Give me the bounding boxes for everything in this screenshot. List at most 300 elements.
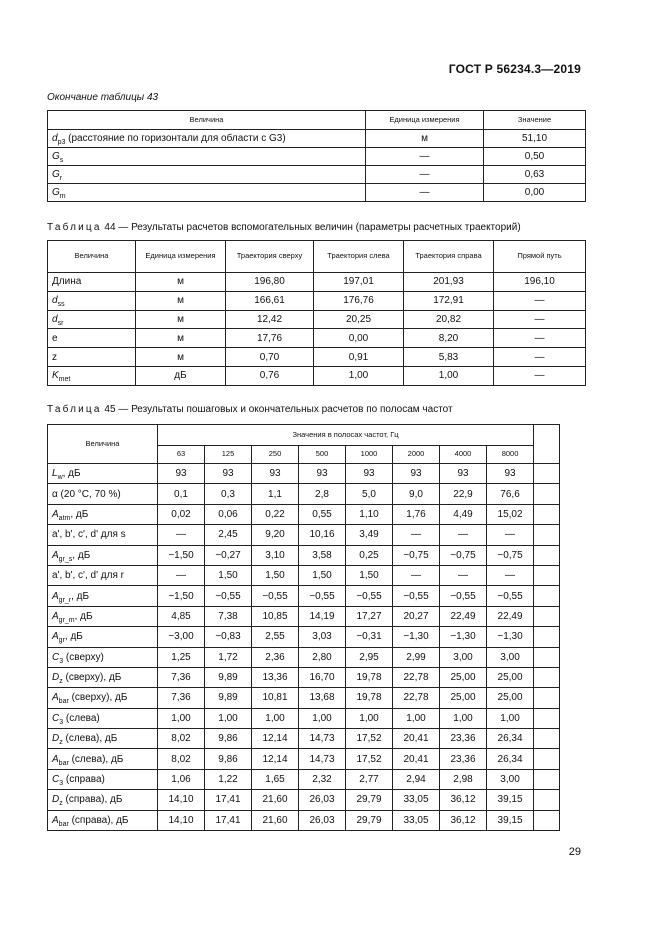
quantity-symbol: α (20 °С, 70 %) [52,488,121,500]
quantity-subscript: atm [58,514,71,522]
table-row [48,130,586,148]
value-cell: 26,34 [487,749,534,769]
quantity-subscript: bar [58,759,69,767]
value-cell: 23,36 [440,729,487,749]
value-cell: 1,65 [252,769,299,789]
value-cell: 9,0 [393,484,440,504]
table-row [48,586,560,606]
quantity-symbol: L [52,468,58,480]
value-cell: 2,32 [299,769,346,789]
quantity-symbol: C [52,651,60,663]
quantity-subscript: 3 [59,718,64,726]
caption-text: 45 — Результаты пошаговых и окончательных расчетов по полосам частот [104,404,453,415]
value-cell: 12,14 [252,729,299,749]
value-cell: 1,1 [252,484,299,504]
quantity-cell [48,273,136,292]
quantity-subscript: r [59,175,63,182]
table-row [48,291,586,310]
value-cell: — [494,310,586,329]
table-row [48,310,586,329]
value-cell: −0,55 [205,586,252,606]
value-cell: 0,91 [314,348,404,367]
quantity-subscript: 3 [59,780,64,788]
value-cell: 1,00 [346,708,393,728]
value-cell: 5,0 [346,484,393,504]
value-cell: −3,00 [158,627,205,647]
quantity-cell [48,810,158,830]
quantity-cell [48,464,158,484]
quantity-symbol: D [52,794,60,806]
empty-cell [534,586,560,606]
unit-cell: дБ [136,366,226,385]
empty-cell [534,545,560,565]
value-cell: 39,15 [487,810,534,830]
quantity-symbol: A [52,692,59,704]
empty-cell [534,810,560,830]
table-row [48,166,586,184]
column-header-quantity: Величина [48,425,158,464]
table-45 [47,424,560,831]
quantity-cell [48,708,158,728]
quantity-cell [48,729,158,749]
value-cell: 9,89 [205,688,252,708]
value-cell: 17,76 [226,329,314,348]
value-cell: 3,58 [299,545,346,565]
value-cell: 7,38 [205,606,252,626]
quantity-symbol: e [52,332,58,344]
value-cell: 22,9 [440,484,487,504]
value-cell: 3,00 [487,769,534,789]
empty-cell [534,464,560,484]
value-cell: 12,42 [226,310,314,329]
value-cell: 0,55 [299,504,346,524]
table-row [48,484,560,504]
quantity-description: , дБ [72,549,91,561]
quantity-cell [48,586,158,606]
quantity-cell [48,348,136,367]
value-cell: 2,98 [440,769,487,789]
value-cell: 3,00 [440,647,487,667]
value-cell: 93 [346,464,393,484]
quantity-cell [48,184,366,202]
value-cell: 1,06 [158,769,205,789]
frequency-header: 2000 [393,446,440,464]
quantity-description: (сверху) [63,651,104,663]
value-cell: −1,50 [158,586,205,606]
quantity-subscript: ss [57,301,65,309]
value-cell: 8,20 [404,329,494,348]
value-cell: 2,45 [205,525,252,545]
value-cell: 0,70 [226,348,314,367]
value-cell: 8,02 [158,749,205,769]
frequency-header: 1000 [346,446,393,464]
value-cell: 23,36 [440,749,487,769]
value-cell: 1,50 [346,565,393,585]
table-44 [47,240,586,386]
value-cell: 14,10 [158,790,205,810]
table-row [48,708,560,728]
empty-cell [534,565,560,585]
table-row [48,366,586,385]
quantity-symbol: A [52,814,59,826]
quantity-subscript: gr_r [58,596,72,604]
quantity-cell [48,545,158,565]
value-cell: 19,78 [346,667,393,687]
quantity-symbol: C [52,712,60,724]
value-cell: 1,50 [252,565,299,585]
value-cell: 1,00 [158,708,205,728]
value-cell: — [494,329,586,348]
value-cell: 10,85 [252,606,299,626]
value-cell: 172,91 [404,291,494,310]
quantity-symbol: G [52,187,60,198]
quantity-symbol: Длина [52,276,82,288]
quantity-cell [48,366,136,385]
table-row [48,525,560,545]
value-cell: — [494,348,586,367]
unit-cell: — [366,148,484,166]
value-cell: — [393,565,440,585]
empty-cell [534,627,560,647]
frequency-header: 63 [158,446,205,464]
caption-label: Таблица [47,222,102,233]
value-cell: — [158,565,205,585]
value-cell: 8,02 [158,729,205,749]
value-cell: −0,31 [346,627,393,647]
quantity-symbol: a', b', c', d' для r [52,570,124,582]
value-cell: 20,82 [404,310,494,329]
unit-cell: м [136,273,226,292]
value-cell: 12,14 [252,749,299,769]
quantity-subscript: bar [58,820,69,828]
value-cell: 0,06 [205,504,252,524]
empty-cell [534,790,560,810]
quantity-description: (слева), дБ [68,753,124,765]
value-cell: 20,41 [393,729,440,749]
value-cell: 1,00 [299,708,346,728]
value-cell: 1,00 [205,708,252,728]
column-header: Прямой путь [494,241,586,273]
quantity-cell [48,291,136,310]
table-row [48,790,560,810]
quantity-symbol: A [52,631,59,643]
caption-text: 44 — Результаты расчетов вспомогательных величин (параметры расчетных траекторий) [104,222,521,233]
quantity-description: (справа) [63,774,105,786]
quantity-symbol: G [52,151,60,162]
caption-label: Таблица [47,404,102,415]
value-cell: 51,10 [484,130,586,148]
value-cell: 2,95 [346,647,393,667]
frequency-header: 4000 [440,446,487,464]
value-cell: −1,30 [393,627,440,647]
value-cell: 93 [299,464,346,484]
frequency-header: 500 [299,446,346,464]
value-cell: 1,00 [487,708,534,728]
quantity-subscript: p3 [57,139,66,146]
quantity-cell [48,329,136,348]
table-row [48,148,586,166]
document-header: ГОСТ Р 56234.3—2019 [448,62,581,76]
empty-cell [534,504,560,524]
value-cell: −1,30 [487,627,534,647]
column-header: Значение [484,111,586,130]
value-cell: — [494,291,586,310]
value-cell: 0,02 [158,504,205,524]
quantity-cell [48,565,158,585]
value-cell: — [440,565,487,585]
quantity-symbol: A [52,549,59,561]
table-row [48,647,560,667]
value-cell: 21,60 [252,790,299,810]
quantity-subscript: gr [58,637,65,645]
value-cell: 1,72 [205,647,252,667]
quantity-cell [48,790,158,810]
value-cell: 3,03 [299,627,346,647]
value-cell: 0,63 [484,166,586,184]
value-cell: — [158,525,205,545]
value-cell: 25,00 [440,667,487,687]
quantity-subscript: met [58,376,71,384]
empty-column-header [534,425,560,464]
empty-cell [534,708,560,728]
frequency-header: 8000 [487,446,534,464]
quantity-subscript: s [59,157,64,164]
value-cell: 33,05 [393,790,440,810]
table-row [48,667,560,687]
value-cell: — [487,565,534,585]
quantity-description: , дБ [71,590,90,602]
value-cell: 0,50 [484,148,586,166]
value-cell: 1,10 [346,504,393,524]
value-cell: 93 [158,464,205,484]
value-cell: 15,02 [487,504,534,524]
value-cell: 0,76 [226,366,314,385]
value-cell: −0,55 [487,586,534,606]
value-cell: −1,30 [440,627,487,647]
quantity-cell [48,148,366,166]
value-cell: 0,3 [205,484,252,504]
value-cell: 93 [440,464,487,484]
table-row [48,184,586,202]
empty-cell [534,647,560,667]
quantity-cell [48,130,366,148]
value-cell: 22,78 [393,688,440,708]
value-cell: −0,55 [393,586,440,606]
value-cell: 10,16 [299,525,346,545]
value-cell: −0,55 [346,586,393,606]
quantity-cell [48,166,366,184]
table-row [48,565,560,585]
value-cell: — [393,525,440,545]
value-cell: 2,36 [252,647,299,667]
unit-cell: м [136,291,226,310]
value-cell: 0,25 [346,545,393,565]
value-cell: 14,73 [299,749,346,769]
value-cell: 0,1 [158,484,205,504]
value-cell: 25,00 [440,688,487,708]
value-cell: 14,73 [299,729,346,749]
quantity-cell [48,769,158,789]
value-cell: 1,25 [158,647,205,667]
table-row [48,627,560,647]
quantity-description: , дБ [64,631,83,643]
empty-cell [534,769,560,789]
table45-caption [47,404,453,415]
value-cell: 1,00 [314,366,404,385]
value-cell: −0,75 [487,545,534,565]
quantity-symbol: C [52,774,60,786]
value-cell: 21,60 [252,810,299,830]
quantity-cell [48,749,158,769]
quantity-symbol: A [52,753,59,765]
column-header: Величина [48,241,136,273]
value-cell: 93 [393,464,440,484]
quantity-cell [48,606,158,626]
value-cell: — [494,366,586,385]
value-cell: 9,86 [205,749,252,769]
quantity-subscript: gr_s [58,555,73,563]
quantity-symbol: A [52,610,59,622]
empty-cell [534,525,560,545]
quantity-symbol: z [52,351,57,363]
unit-cell: м [136,329,226,348]
frequency-header: 250 [252,446,299,464]
column-header-frequency-group: Значения в полосах частот, Гц [158,425,534,446]
quantity-cell [48,504,158,524]
value-cell: 5,83 [404,348,494,367]
quantity-subscript: 3 [59,657,64,665]
value-cell: 7,36 [158,667,205,687]
value-cell: 29,79 [346,810,393,830]
quantity-cell [48,484,158,504]
quantity-subscript: bar [58,698,69,706]
value-cell: 2,99 [393,647,440,667]
quantity-subscript: w [57,474,63,482]
column-header: Траектория сверху [226,241,314,273]
value-cell: 3,10 [252,545,299,565]
value-cell: 201,93 [404,273,494,292]
frequency-header: 125 [205,446,252,464]
value-cell: 9,86 [205,729,252,749]
value-cell: 2,77 [346,769,393,789]
value-cell: 93 [487,464,534,484]
value-cell: 17,52 [346,729,393,749]
unit-cell: — [366,184,484,202]
quantity-description: (слева), дБ [62,733,118,745]
quantity-symbol: G [52,169,60,180]
quantity-description: , дБ [70,508,89,520]
quantity-subscript: z [59,678,63,686]
quantity-cell [48,310,136,329]
value-cell: 1,00 [393,708,440,728]
value-cell: 1,22 [205,769,252,789]
quantity-symbol: D [52,733,60,745]
table-row [48,769,560,789]
empty-cell [534,667,560,687]
value-cell: 76,6 [487,484,534,504]
value-cell: 2,8 [299,484,346,504]
quantity-symbol: d [52,133,58,144]
value-cell: 196,80 [226,273,314,292]
table-row [48,504,560,524]
value-cell: 0,22 [252,504,299,524]
quantity-symbol: A [52,508,59,520]
quantity-description: (справа), дБ [68,814,129,826]
table-row [48,464,560,484]
value-cell: −0,75 [440,545,487,565]
value-cell: 3,49 [346,525,393,545]
empty-cell [534,606,560,626]
value-cell: 36,12 [440,810,487,830]
value-cell: 1,00 [404,366,494,385]
empty-cell [534,688,560,708]
quantity-symbol: A [52,590,59,602]
quantity-symbol: d [52,295,58,307]
quantity-subscript: m [59,193,66,200]
column-header: Величина [48,111,366,130]
value-cell: 22,49 [487,606,534,626]
quantity-description: , дБ [74,610,93,622]
table-row [48,688,560,708]
value-cell: 13,68 [299,688,346,708]
value-cell: 14,19 [299,606,346,626]
table-row [48,749,560,769]
quantity-description: (расстояние по горизонтали для области с G3) [65,133,286,144]
column-header: Единица измерения [366,111,484,130]
table-row [48,348,586,367]
unit-cell: м [136,348,226,367]
unit-cell: м [366,130,484,148]
quantity-symbol: d [52,313,58,325]
value-cell: 166,61 [226,291,314,310]
quantity-cell [48,667,158,687]
table-row [48,545,560,565]
value-cell: 29,79 [346,790,393,810]
value-cell: 2,80 [299,647,346,667]
table44-caption [47,222,521,233]
value-cell: 39,15 [487,790,534,810]
value-cell: −0,83 [205,627,252,647]
value-cell: 25,00 [487,667,534,687]
value-cell: 1,00 [440,708,487,728]
quantity-description: (сверху), дБ [62,672,122,684]
table-row [48,810,560,830]
value-cell: 2,55 [252,627,299,647]
value-cell: 2,94 [393,769,440,789]
quantity-subscript: z [59,800,63,808]
value-cell: 0,00 [314,329,404,348]
column-header: Траектория справа [404,241,494,273]
quantity-subscript: sr [57,319,64,327]
unit-cell: м [136,310,226,329]
value-cell: 1,00 [252,708,299,728]
empty-cell [534,749,560,769]
value-cell: −1,50 [158,545,205,565]
value-cell: 20,25 [314,310,404,329]
unit-cell: — [366,166,484,184]
column-header: Единица измерения [136,241,226,273]
quantity-cell [48,688,158,708]
quantity-symbol: D [52,672,60,684]
value-cell: 26,03 [299,790,346,810]
quantity-cell [48,627,158,647]
value-cell: 197,01 [314,273,404,292]
table43-continuation-caption: Окончание таблицы 43 [47,92,159,103]
table-43 [47,110,586,202]
page-number: 29 [568,846,581,858]
value-cell: 26,03 [299,810,346,830]
value-cell: 16,70 [299,667,346,687]
